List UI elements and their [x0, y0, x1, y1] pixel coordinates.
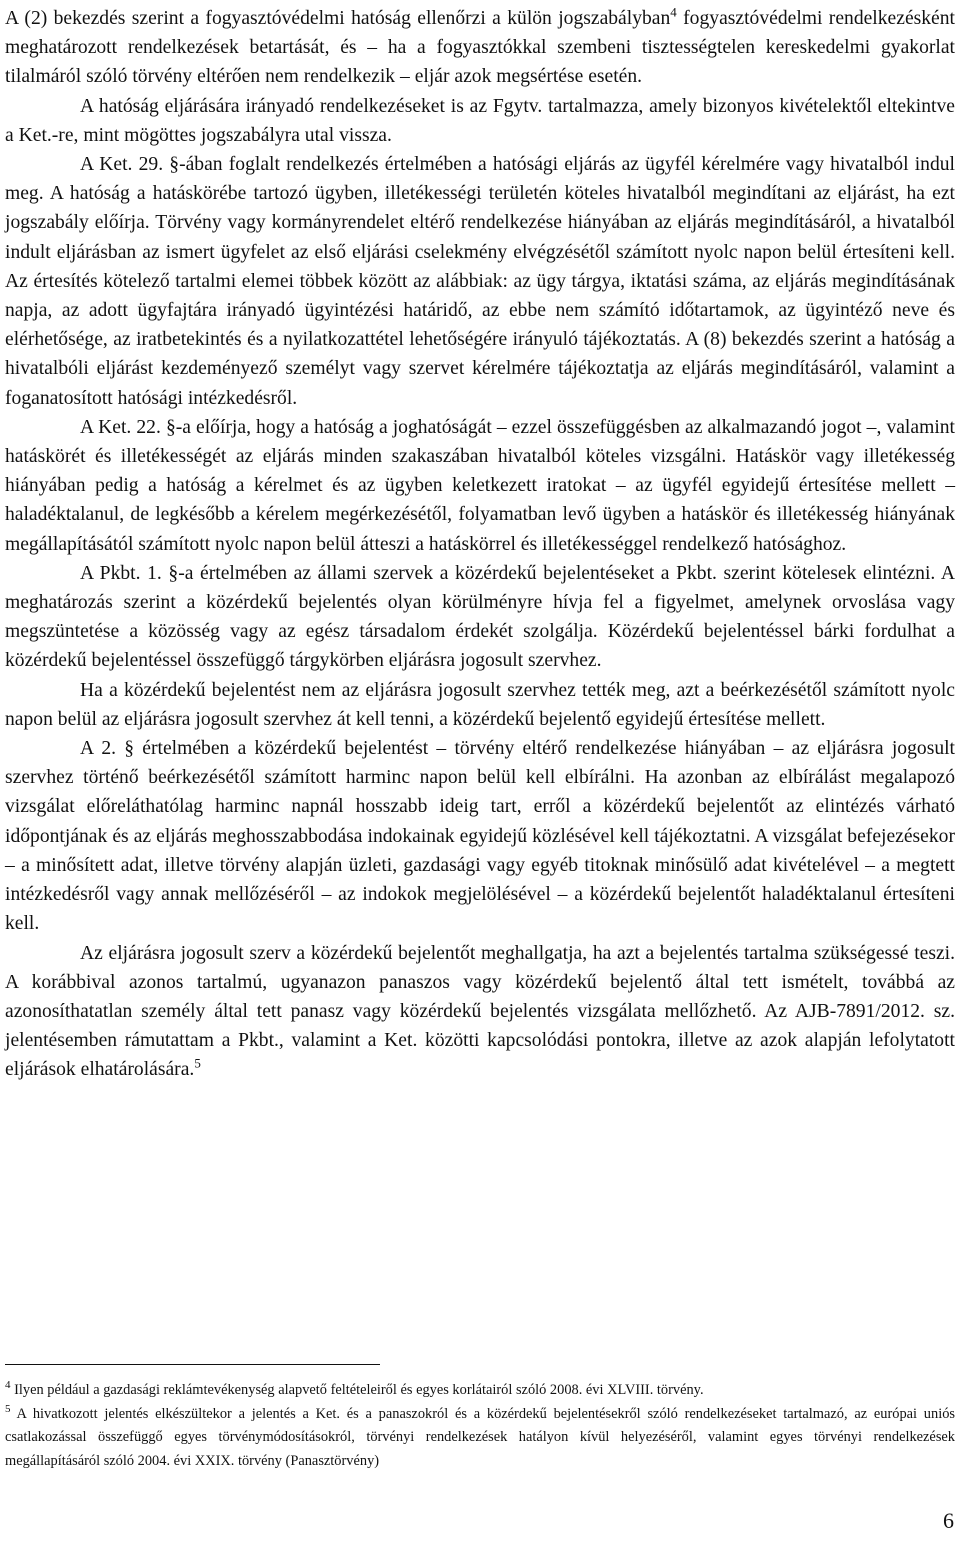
footnote-ref-4: 4 — [670, 4, 677, 20]
paragraph-1-text-a: A (2) bekezdés szerint a fogyasztóvédelmi hatóság ellenőrzi a külön jogszabályban — [5, 8, 671, 29]
footnote-separator — [5, 1364, 380, 1365]
paragraph-4: A Ket. 22. §-a előírja, hogy a hatóság a joghatóságát – ezzel összefüggésben az alkalmazandó jogot –, valamint hatáskörét és illetékességét az eljárás minden szakaszában hivatalból köteles vizsgálni. Hatáskör vagy illetékesség hiányában pedig a hatóság a kérelmet és az ügyben keletkezett iratokat – az ügyfél egyidejű értesítése mellett – haladéktalanul, de legkésőbb a kérelem megérkezésétől, folyamatban levő ügyben a hatáskör és illetékesség hiányának megállapításától számított nyolc napon belül átteszi a hatáskörrel és illetékességgel rendelkező hatósághoz. — [5, 416, 955, 555]
paragraph-6: Ha a közérdekű bejelentést nem az eljárásra jogosult szervhez tették meg, azt a beérkezésétől számított nyolc napon belül az eljárásra jogosult szervhez át kell tenni, a közérdekű bejelentő egyidejű értesítése mellett. — [5, 679, 955, 730]
paragraph-8-text: Az eljárásra jogosult szerv a közérdekű bejelentőt meghallgatja, ha azt a bejelentés tartalma szükségessé teszi. A korábbival azonos tartalmú, ugyanazon panaszos vagy közérdekű bejelentő által tett ismételt, továbbá az azonosíthatatlan személy által tett panasz vagy közérdekű bejelentés vizsgálata mellőzhető. Az AJB-7891/2012. sz. jelentésemben rámutattam a Pkbt., valamint a Ket. közötti kapcsolódási pontokra, illetve az azok alapján lefolytatott eljárások elhatárolására. — [5, 942, 955, 1081]
footnote-5-text: A hivatkozott jelentés elkészültekor a jelentés a Ket. és a panaszokról és a közérdekű bejelentésekről szóló rendelkezéseket tartalmazó, az európai uniós csatlakozással összefüggő egyes törvénymódosításokról, törvényi rendelkezések hatályon kívül helyezéséről, valamint egyes törvényi rendelkezések megállapításáról szóló 2004. évi XXIX. törvény (Panasztörvény) — [5, 1405, 955, 1469]
document-body — [5, 4, 955, 1085]
paragraph-3: A Ket. 29. §-ában foglalt rendelkezés értelmében a hatósági eljárás az ügyfél kérelmére vagy hivatalból indul meg. A hatóság a hatáskörébe tartozó ügyben, illetékességi területén köteles hivatalból megindítani az eljárást, ha ezt jogszabály előírja. Törvény vagy kormányrendelet eltérő rendelkezése hiányában az eljárás megindításáról, a hivatalból indult eljárásban az ismert ügyfelet az első eljárási cselekmény elvégzésétől számított nyolc napon belül értesíteni kell. Az értesítés kötelező tartalmi elemei többek között az alábbiak: az ügy tárgya, iktatási száma, az eljárás megindításának napja, az adott ügyfajtára irányadó ügyintézési határidő, az ebbe nem számító időtartamok, az ügyintéző neve és elérhetősége, az iratbetekintés és a nyilatkozattétel lehetőségére irányuló tájékoztatás. A (8) bekezdés szerint a hatóság a hivatalbóli eljárást kezdeményező személyt vagy szervet kérelmére tájékoztatja az eljárás megindításáról, valamint a foganatosított hatósági intézkedésről. — [5, 154, 955, 409]
footnote-4-number: 4 — [5, 1379, 11, 1392]
footnote-5-number: 5 — [5, 1402, 11, 1415]
footnote-5 — [5, 1403, 955, 1474]
paragraph-2: A hatóság eljárására irányadó rendelkezéseket is az Fgytv. tartalmazza, amely bizonyos kivételektől eltekintve a Ket.-re, mint mögöttes jogszabályra utal vissza. — [5, 95, 955, 146]
paragraph-8 — [5, 939, 955, 1085]
footnotes — [5, 1379, 955, 1473]
footnote-4 — [5, 1379, 955, 1403]
paragraph-5: A Pkbt. 1. §-a értelmében az állami szervek a közérdekű bejelentéseket a Pkbt. szerint kötelesek elintézni. A meghatározás szerint a közérdekű bejelentés olyan körülményre hívja fel a figyelmet, amelynek orvoslása vagy megszüntetése a közösség vagy az egész társadalom érdekét szolgálja. Közérdekű bejelentéssel bárki fordulhat a közérdekű bejelentéssel összefüggő tárgykörben eljárásra jogosult szervhez. — [5, 562, 955, 672]
paragraph-1 — [5, 4, 955, 92]
paragraph-1-text-b: fogyasztóvédelmi rendelkezésként meghatározott rendelkezések betartását, és – ha a fogyasztókkal szembeni tisztességtelen kereskedelmi gyakorlat tilalmáról szóló törvény eltérően nem rendelkezik – eljár azok megsértése esetén. — [5, 8, 955, 88]
footnote-4-text: Ilyen például a gazdasági reklámtevékenység alapvető feltételeiről és egyes korlátairól szóló 2008. évi XLVIII. törvény. — [14, 1382, 704, 1398]
page-number: 6 — [943, 1508, 954, 1533]
footnote-ref-5: 5 — [194, 1055, 201, 1071]
paragraph-7: A 2. § értelmében a közérdekű bejelentést – törvény eltérő rendelkezése hiányában – az eljárásra jogosult szervhez történő beérkezésétől számított harminc napon belül kell elbírálni. Ha azonban az elbírálást megalapozó vizsgálat előreláthatólag harminc napnál hosszabb ideig tart, erről a közérdekű bejelentőt az elintézés várható időpontjának és az eljárás meghosszabbodása indokainak egyidejű közlésével kell tájékoztatni. A vizsgálat befejezésekor – a minősített adat, illetve törvény alapján üzleti, gazdasági vagy egyéb titoknak minősülő adat kivételével – a megtett intézkedésről vagy annak mellőzéséről – az indokok megjelölésével – a közérdekű bejelentőt haladéktalanul értesíteni kell. — [5, 738, 955, 935]
